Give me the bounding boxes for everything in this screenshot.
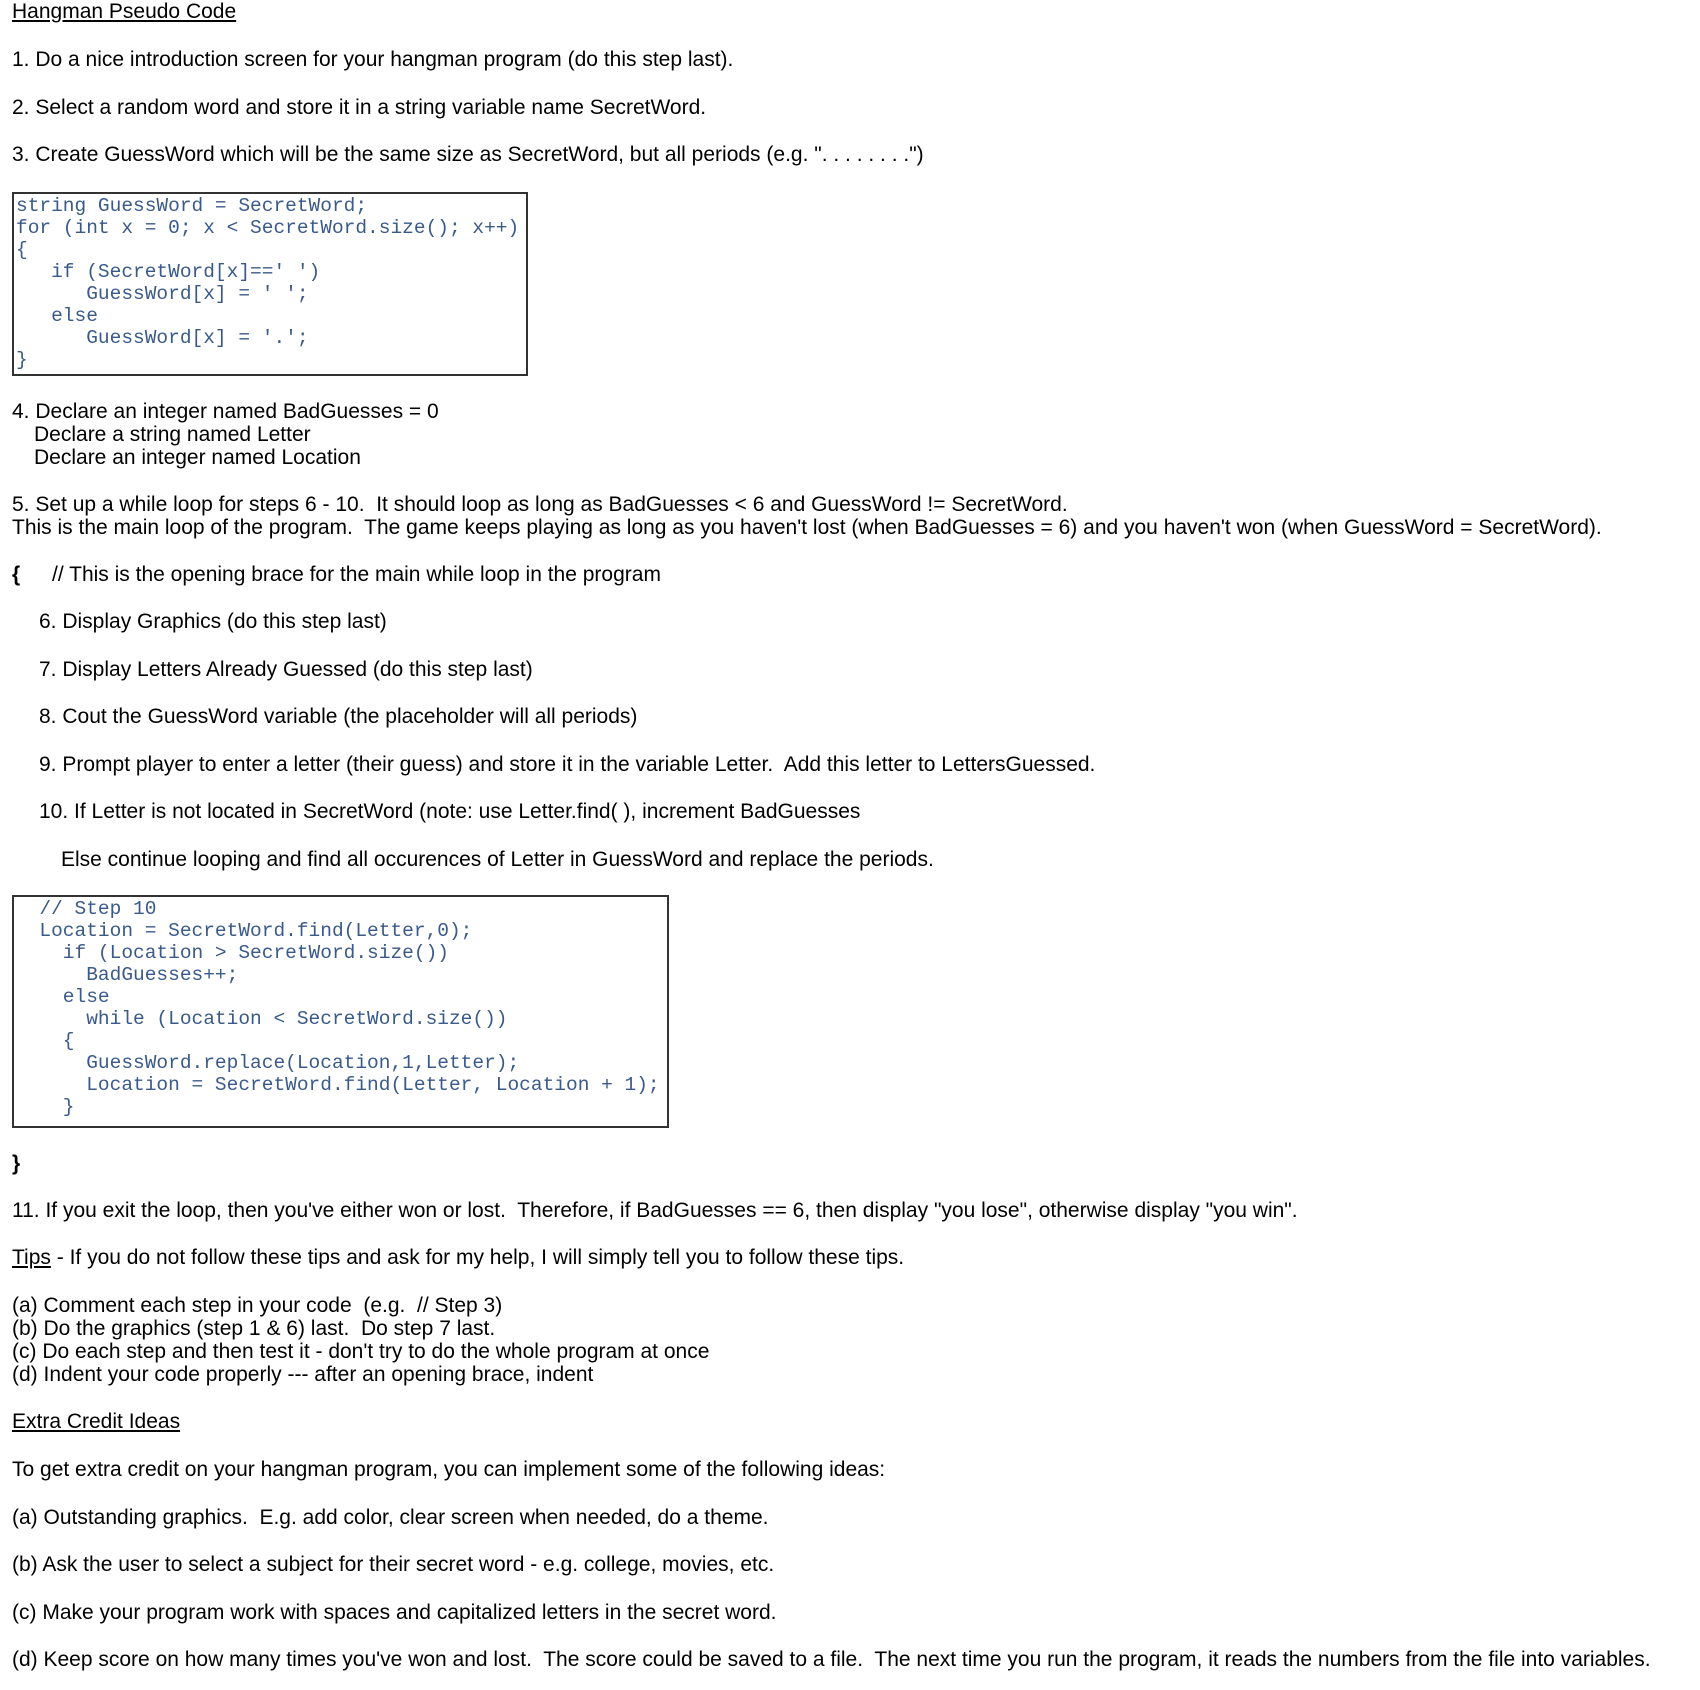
code-line: GuessWord.replace(Location,1,Letter); (16, 1052, 520, 1074)
step-11: 11. If you exit the loop, then you've either won or lost. Therefore, if BadGuesses == 6, then display "you lose", otherwise display "you win". (12, 1199, 1298, 1222)
code-line: // Step 10 (16, 898, 157, 920)
code-line: Location = SecretWord.find(Letter, Location + 1); (16, 1074, 660, 1096)
extra-credit-intro: To get extra credit on your hangman program, you can implement some of the following ideas: (12, 1458, 886, 1481)
code-line: } (16, 1096, 75, 1118)
code-line: } (16, 349, 28, 371)
step-10-else: Else continue looping and find all occurences of Letter in GuessWord and replace the periods. (61, 848, 934, 871)
step-8: 8. Cout the GuessWord variable (the placeholder will all periods) (39, 705, 638, 728)
open-brace-comment: // This is the opening brace for the main while loop in the program (52, 563, 661, 586)
step-5: 5. Set up a while loop for steps 6 - 10. It should loop as long as BadGuesses < 6 and GuessWord != SecretWord. (12, 493, 1068, 516)
code-line: if (Location > SecretWord.size()) (16, 942, 449, 964)
tip-item: (a) Comment each step in your code (e.g. // Step 3) (12, 1294, 503, 1317)
code-line: else (16, 986, 110, 1008)
step-1: 1. Do a nice introduction screen for your hangman program (do this step last). (12, 48, 734, 71)
tips-heading: Tips (12, 1246, 51, 1269)
step-6: 6. Display Graphics (do this step last) (39, 610, 387, 633)
tip-item: (d) Indent your code properly --- after an opening brace, indent (12, 1363, 594, 1386)
tip-item: (c) Do each step and then test it - don't try to do the whole program at once (12, 1340, 710, 1363)
step-7: 7. Display Letters Already Guessed (do this step last) (39, 658, 533, 681)
code-line: else (16, 305, 98, 327)
step-3: 3. Create GuessWord which will be the same size as SecretWord, but all periods (e.g. ". . . . . . . .") (12, 143, 924, 166)
code-block-guessword (12, 192, 528, 376)
code-line: { (16, 239, 28, 261)
code-line: GuessWord[x] = ' '; (16, 283, 309, 305)
code-line: GuessWord[x] = '.'; (16, 327, 309, 349)
extra-credit-item: (b) Ask the user to select a subject for their secret word - e.g. college, movies, etc. (12, 1553, 775, 1576)
code-block-step-10 (12, 895, 669, 1128)
open-brace: { (12, 563, 21, 586)
step-4-letter: Declare a string named Letter (34, 423, 311, 446)
code-line: while (Location < SecretWord.size()) (16, 1008, 508, 1030)
extra-credit-item: (c) Make your program work with spaces and capitalized letters in the secret word. (12, 1601, 777, 1624)
close-brace: } (12, 1152, 21, 1175)
extra-credit-item: (a) Outstanding graphics. E.g. add color, clear screen when needed, do a theme. (12, 1506, 769, 1529)
step-5-explanation: This is the main loop of the program. The game keeps playing as long as you haven't lost (when BadGuesses = 6) and you haven't won (when GuessWord = SecretWord). (12, 516, 1602, 539)
tips-intro: - If you do not follow these tips and ask for my help, I will simply tell you to follow these tips. (50, 1246, 905, 1269)
code-line: if (SecretWord[x]==' ') (16, 261, 321, 283)
step-9: 9. Prompt player to enter a letter (their guess) and store it in the variable Letter. Add this letter to LettersGuessed. (39, 753, 1096, 776)
tips-line (12, 1246, 904, 1269)
code-line: for (int x = 0; x < SecretWord.size(); x++) (16, 217, 520, 239)
tip-item: (b) Do the graphics (step 1 & 6) last. Do step 7 last. (12, 1317, 496, 1340)
code-line: Location = SecretWord.find(Letter,0); (16, 920, 473, 942)
step-4: 4. Declare an integer named BadGuesses = 0 (12, 400, 439, 423)
step-2: 2. Select a random word and store it in a string variable name SecretWord. (12, 96, 707, 119)
step-10: 10. If Letter is not located in SecretWord (note: use Letter.find( ), increment BadGuesses (39, 800, 861, 823)
code-line: BadGuesses++; (16, 964, 239, 986)
page-title: Hangman Pseudo Code (12, 0, 237, 23)
code-line: { (16, 1030, 75, 1052)
extra-credit-heading: Extra Credit Ideas (12, 1410, 181, 1433)
step-4-location: Declare an integer named Location (34, 446, 361, 469)
extra-credit-item: (d) Keep score on how many times you've won and lost. The score could be saved to a file. The next time you run the program, it reads the numbers from the file into variables. (12, 1648, 1651, 1671)
code-line: string GuessWord = SecretWord; (16, 195, 368, 217)
